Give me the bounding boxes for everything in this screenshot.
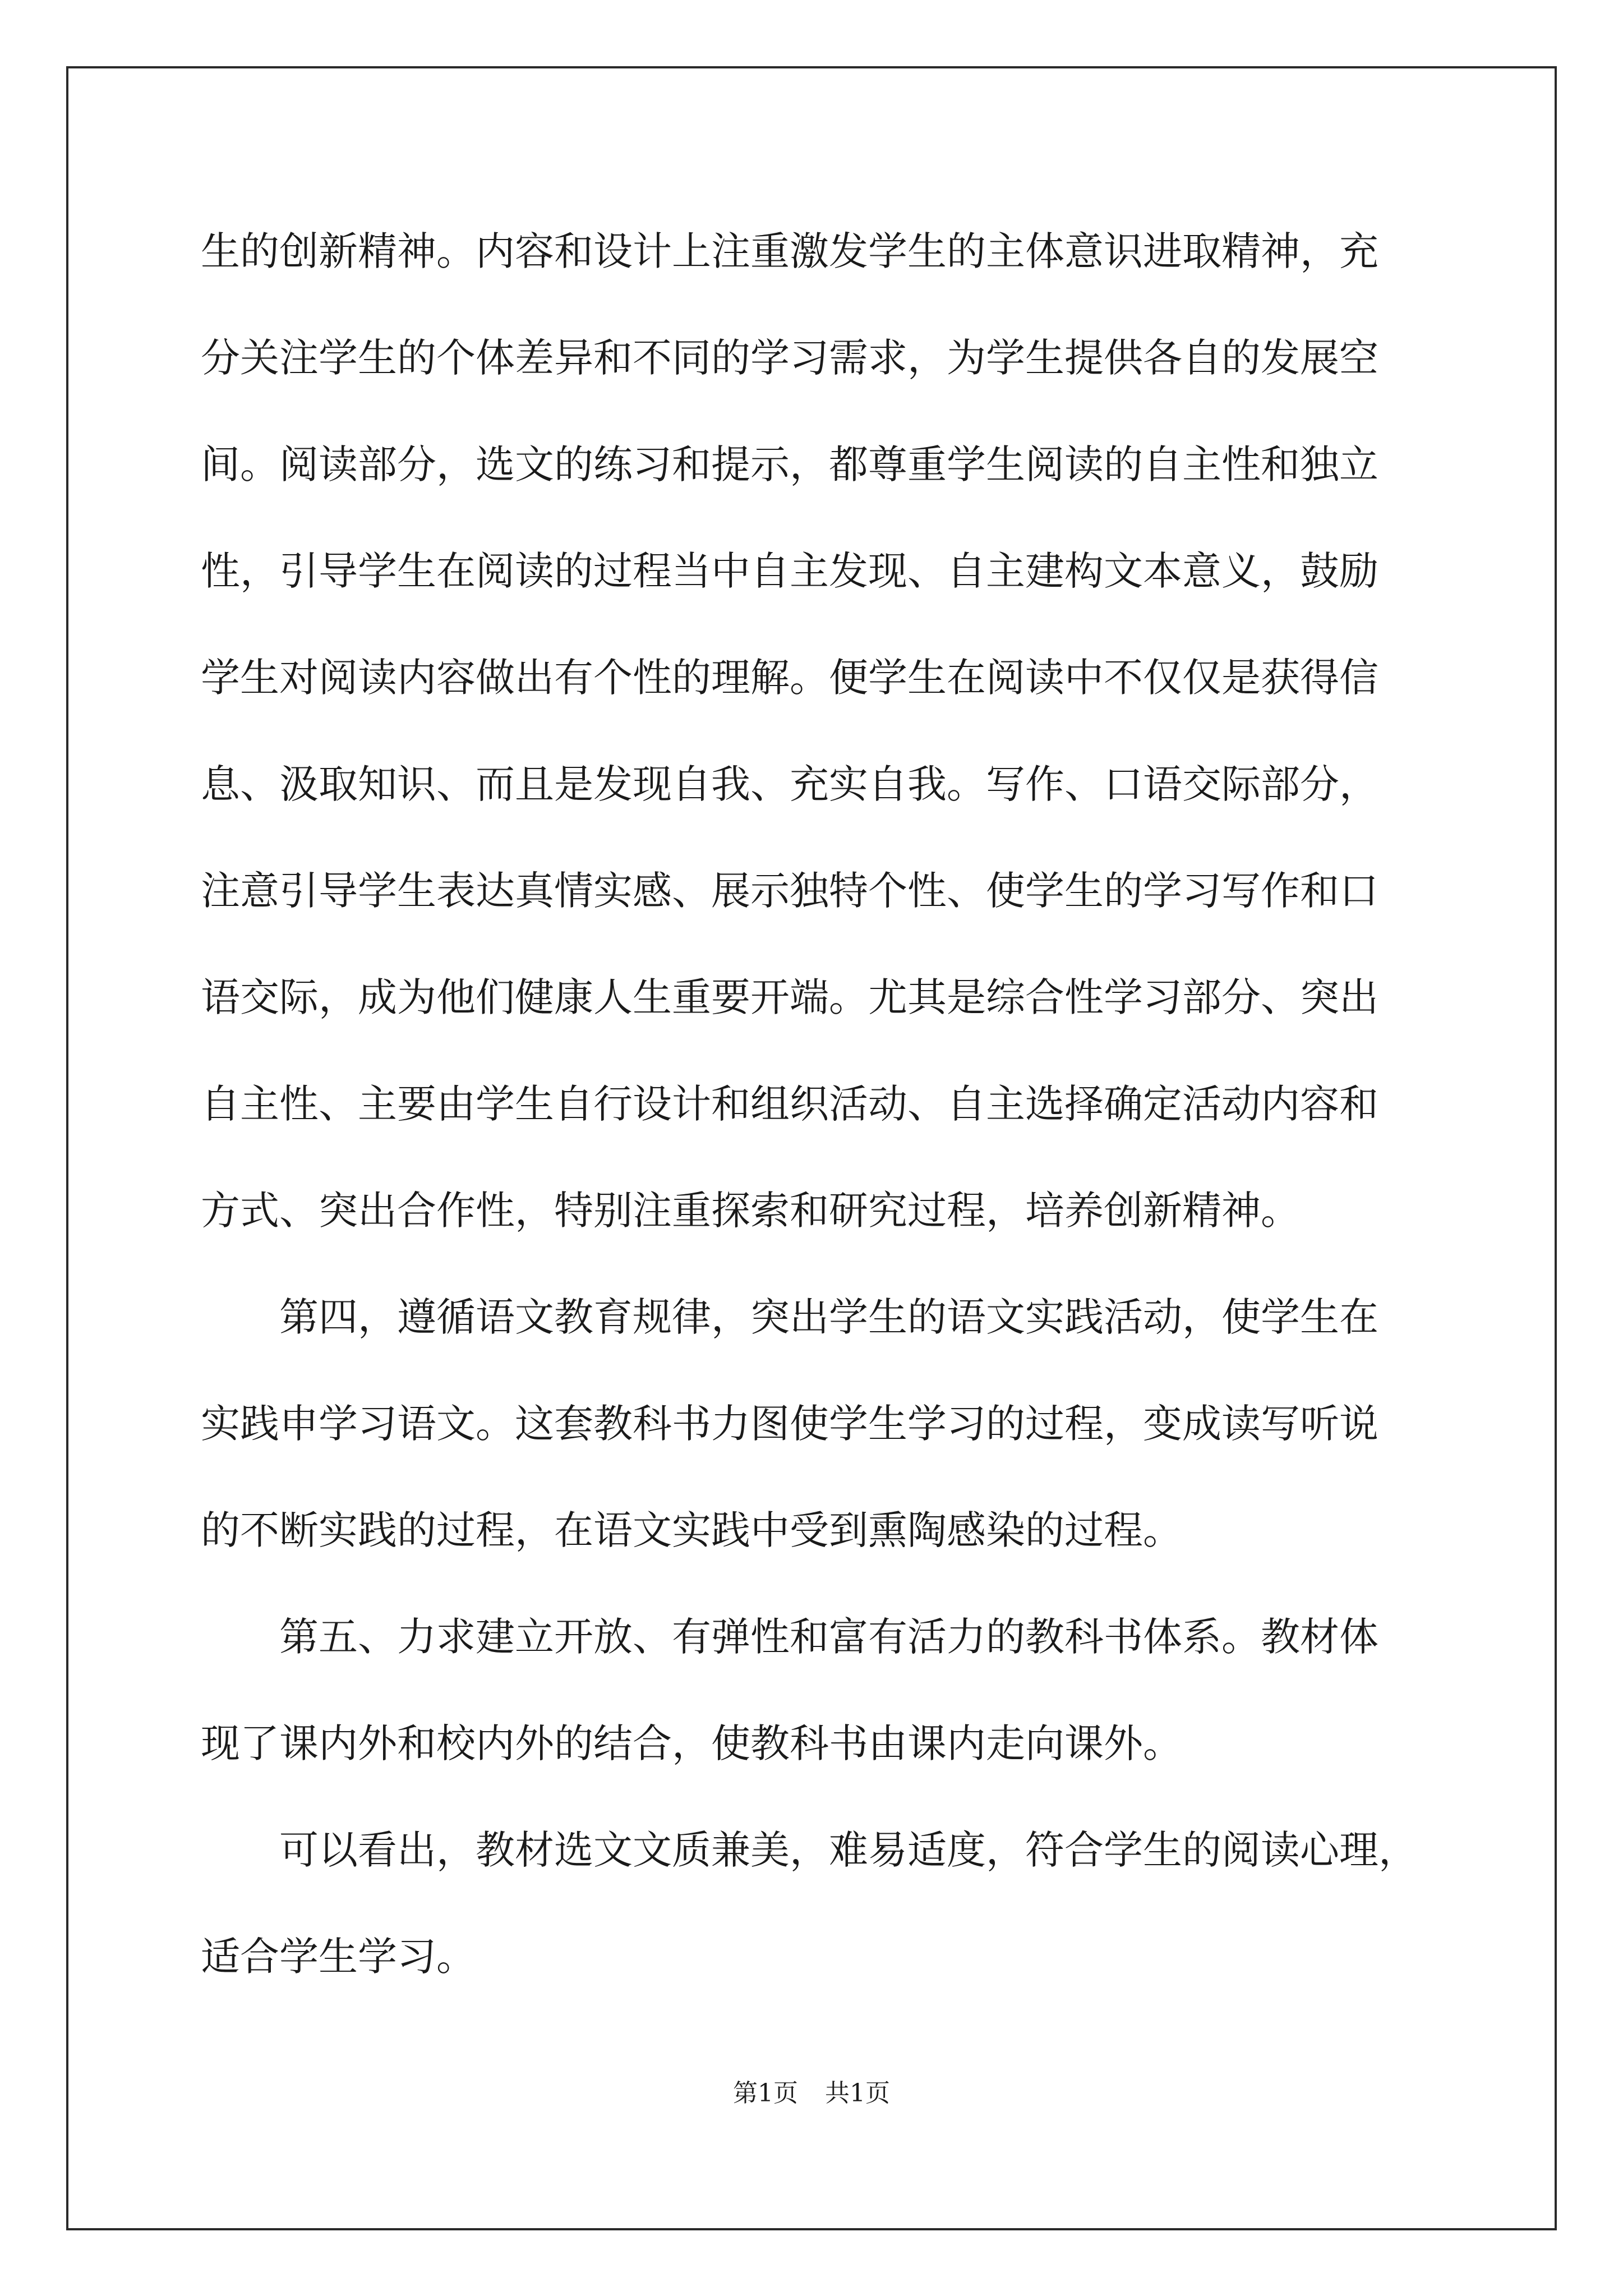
body-text-line: 学生对阅读内容做出有个性的理解。便学生在阅读中不仅仅是获得信 — [201, 655, 1378, 701]
body-text-line: 实践申学习语文。这套教科书力图使学生学习的过程，变成读写听说 — [201, 1401, 1378, 1447]
page-number: 第1页 — [733, 2079, 798, 2108]
body-text-line: 生的创新精神。内容和设计上注重激发学生的主体意识进取精神，充 — [201, 228, 1378, 274]
body-text-line: 注意引导学生表达真情实感、展示独特个性、使学生的学习写作和口 — [201, 868, 1378, 914]
body-text-line: 分关注学生的个体差异和不同的学习需求，为学生提供各自的发展空 — [201, 335, 1378, 381]
body-text-line: 现了课内外和校内外的结合，使教科书由课内走向课外。 — [201, 1720, 1182, 1766]
page-total: 共1页 — [825, 2079, 890, 2108]
paragraph-start-line: 可以看出，教材选文文质兼美，难易适度，符合学生的阅读心理， — [279, 1827, 1418, 1873]
paragraph-start-line: 第五、力求建立开放、有弹性和富有活力的教科书体系。教材体 — [279, 1614, 1378, 1660]
body-text-line: 性，引导学生在阅读的过程当中自主发现、自主建构文本意义，鼓励 — [201, 548, 1378, 594]
page-footer — [0, 2077, 1623, 2110]
paragraph-start-line: 第四，遵循语文教育规律，突出学生的语文实践活动，使学生在 — [279, 1294, 1378, 1340]
body-text-line: 方式、突出合作性，特别注重探索和研究过程，培养创新精神。 — [201, 1188, 1300, 1234]
body-text-line: 间。阅读部分，选文的练习和提示，都尊重学生阅读的自主性和独立 — [201, 441, 1378, 487]
body-text-line: 自主性、主要由学生自行设计和组织活动、自主选择确定活动内容和 — [201, 1081, 1378, 1127]
body-text-line: 适合学生学习。 — [201, 1934, 476, 1980]
body-text-line: 的不断实践的过程，在语文实践中受到熏陶感染的过程。 — [201, 1507, 1182, 1553]
body-text-line: 语交际，成为他们健康人生重要开端。尤其是综合性学习部分、突出 — [201, 974, 1378, 1020]
body-text-line: 息、汲取知识、而且是发现自我、充实自我。写作、口语交际部分， — [201, 761, 1378, 807]
